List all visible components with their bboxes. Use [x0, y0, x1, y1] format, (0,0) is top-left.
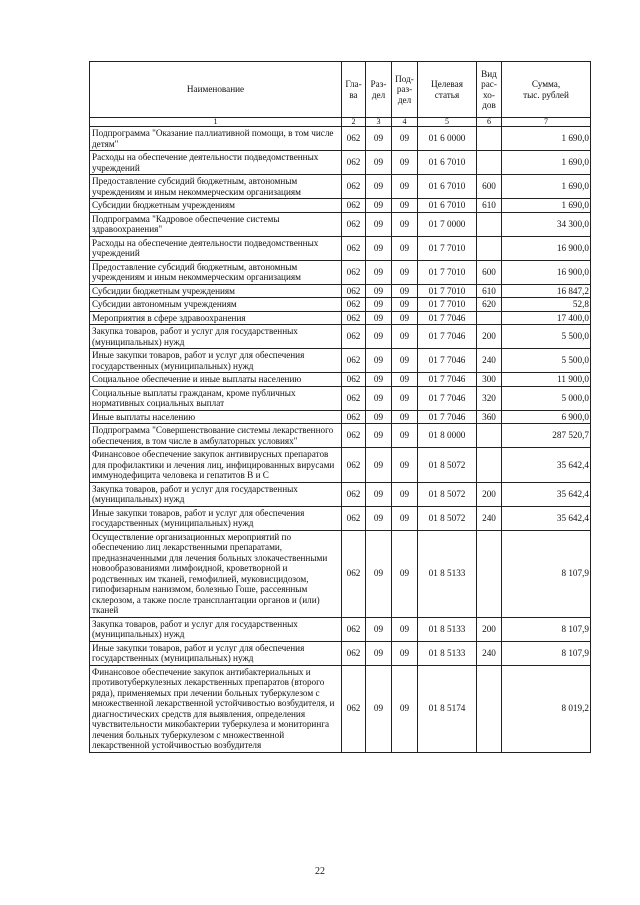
page-number: 22 [315, 866, 325, 877]
budget-page [89, 61, 590, 753]
cell-name: Финансовое обеспечение закупок антибактериальных и противотуберкулезных лекарственных препаратов (второго ряда), применяемых при лечении больных туберкулезом с множественной лекарственной устойчивостью возбудителя, и диагностических средств для выявления, определения чувствительности микобактерии туберкулеза и мониторинга лечения больных туберкулезом с множественной лекарственной устойчивостью возбудителя [90, 665, 342, 752]
cell-vid: 240 [477, 506, 502, 530]
cell-razdel: 09 [366, 127, 392, 151]
cell-name: Закупка товаров, работ и услуг для государственных (муниципальных) нужд [90, 325, 342, 349]
cell-summa: 1 690,0 [502, 175, 591, 199]
cell-cel: 01 8 5133 [418, 641, 477, 665]
cell-vid [477, 530, 502, 617]
cell-name: Социальное обеспечение и иные выплаты населению [90, 373, 342, 387]
cell-cel: 01 8 5174 [418, 665, 477, 752]
cell-cel: 01 7 7010 [418, 260, 477, 284]
cell-podrazdel: 09 [392, 284, 418, 298]
cell-vid [477, 127, 502, 151]
cell-summa: 17 400,0 [502, 311, 591, 325]
header-razdel: Раз- дел [366, 62, 392, 118]
cell-podrazdel: 09 [392, 212, 418, 236]
cell-cel: 01 8 5072 [418, 506, 477, 530]
table-row [90, 530, 591, 617]
cell-glava: 062 [342, 298, 366, 312]
cell-glava: 062 [342, 349, 366, 373]
cell-cel: 01 6 0000 [418, 127, 477, 151]
cell-glava: 062 [342, 410, 366, 424]
header-podrazdel: Под- раз- дел [392, 62, 418, 118]
table-row [90, 127, 591, 151]
cell-name: Закупка товаров, работ и услуг для государственных (муниципальных) нужд [90, 617, 342, 641]
cell-podrazdel: 09 [392, 641, 418, 665]
cell-cel: 01 8 5072 [418, 482, 477, 506]
cell-razdel: 09 [366, 617, 392, 641]
cell-cel: 01 7 7010 [418, 298, 477, 312]
cell-razdel: 09 [366, 482, 392, 506]
cell-summa: 35 642,4 [502, 448, 591, 483]
header-summa: Сумма, тыс. рублей [502, 62, 591, 118]
cell-name: Осуществление организационных мероприятий по обеспечению лиц лекарственными препаратами, предназначенными для лечения больных злокачественными новообразованиями лимфоидной, кроветворной и родственных им тканей, гемофилией, муковисцидозом, гипофизарным нанизмом, болезнью Гоше, рассеянным склерозом, а также после трансплантации органов и (или) тканей [90, 530, 342, 617]
cell-vid [477, 424, 502, 448]
cell-glava: 062 [342, 424, 366, 448]
cell-name: Подпрограмма "Оказание паллиативной помощи, в том числе детям" [90, 127, 342, 151]
cell-razdel: 09 [366, 236, 392, 260]
table-row [90, 212, 591, 236]
cell-cel: 01 7 0000 [418, 212, 477, 236]
header-name: Наименование [90, 62, 342, 118]
cell-summa: 5 500,0 [502, 325, 591, 349]
cell-summa: 8 019,2 [502, 665, 591, 752]
cell-vid [477, 236, 502, 260]
cell-name: Расходы на обеспечение деятельности подведомственных учреждений [90, 236, 342, 260]
table-row [90, 311, 591, 325]
cell-name: Субсидии бюджетным учреждениям [90, 284, 342, 298]
cell-razdel: 09 [366, 530, 392, 617]
cell-vid: 300 [477, 373, 502, 387]
cell-glava: 062 [342, 373, 366, 387]
cell-vid [477, 311, 502, 325]
cell-razdel: 09 [366, 311, 392, 325]
cell-glava: 062 [342, 641, 366, 665]
cell-name: Финансовое обеспечение закупок антивирусных препаратов для профилактики и лечения лиц, инфицированных вирусами иммунодефицита человека и гепатитов B и C [90, 448, 342, 483]
cell-name: Закупка товаров, работ и услуг для государственных (муниципальных) нужд [90, 482, 342, 506]
cell-cel: 01 8 5133 [418, 530, 477, 617]
cell-cel: 01 7 7010 [418, 284, 477, 298]
cell-razdel: 09 [366, 641, 392, 665]
cell-glava: 062 [342, 284, 366, 298]
cell-glava: 062 [342, 530, 366, 617]
cell-razdel: 09 [366, 373, 392, 387]
cell-glava: 062 [342, 665, 366, 752]
cell-name: Субсидии бюджетным учреждениям [90, 199, 342, 213]
cell-podrazdel: 09 [392, 236, 418, 260]
cell-cel: 01 6 7010 [418, 175, 477, 199]
cell-summa: 5 500,0 [502, 349, 591, 373]
table-row [90, 410, 591, 424]
cell-razdel: 09 [366, 325, 392, 349]
cell-glava: 062 [342, 212, 366, 236]
cell-vid [477, 448, 502, 483]
table-row [90, 482, 591, 506]
cell-podrazdel: 09 [392, 617, 418, 641]
cell-vid [477, 212, 502, 236]
cell-razdel: 09 [366, 298, 392, 312]
table-row [90, 199, 591, 213]
col-number: 5 [418, 118, 477, 127]
cell-vid: 240 [477, 641, 502, 665]
table-row [90, 373, 591, 387]
cell-name: Мероприятия в сфере здравоохранения [90, 311, 342, 325]
cell-cel: 01 8 0000 [418, 424, 477, 448]
cell-glava: 062 [342, 175, 366, 199]
table-row [90, 260, 591, 284]
cell-cel: 01 7 7046 [418, 311, 477, 325]
cell-name: Социальные выплаты гражданам, кроме публичных нормативных социальных выплат [90, 386, 342, 410]
cell-podrazdel: 09 [392, 410, 418, 424]
cell-razdel: 09 [366, 199, 392, 213]
cell-vid: 360 [477, 410, 502, 424]
cell-cel: 01 7 7010 [418, 236, 477, 260]
cell-podrazdel: 09 [392, 448, 418, 483]
cell-vid: 200 [477, 617, 502, 641]
table-row [90, 386, 591, 410]
table-row [90, 349, 591, 373]
header-glava: Гла- ва [342, 62, 366, 118]
cell-podrazdel: 09 [392, 298, 418, 312]
cell-summa: 16 900,0 [502, 260, 591, 284]
cell-cel: 01 6 7010 [418, 199, 477, 213]
cell-podrazdel: 09 [392, 325, 418, 349]
cell-summa: 52,8 [502, 298, 591, 312]
cell-razdel: 09 [366, 410, 392, 424]
table-body [90, 127, 591, 753]
cell-vid: 600 [477, 260, 502, 284]
cell-summa: 8 107,9 [502, 641, 591, 665]
col-number: 7 [502, 118, 591, 127]
cell-vid: 240 [477, 349, 502, 373]
cell-summa: 1 690,0 [502, 199, 591, 213]
cell-vid: 200 [477, 482, 502, 506]
cell-vid [477, 665, 502, 752]
cell-razdel: 09 [366, 349, 392, 373]
cell-vid: 320 [477, 386, 502, 410]
table-row [90, 298, 591, 312]
cell-razdel: 09 [366, 665, 392, 752]
cell-glava: 062 [342, 260, 366, 284]
table-row [90, 284, 591, 298]
cell-summa: 8 107,9 [502, 617, 591, 641]
cell-glava: 062 [342, 151, 366, 175]
cell-name: Иные закупки товаров, работ и услуг для обеспечения государственных (муниципальных) нужд [90, 641, 342, 665]
cell-cel: 01 6 7010 [418, 151, 477, 175]
column-numbers-row [90, 118, 591, 127]
col-number: 1 [90, 118, 342, 127]
cell-razdel: 09 [366, 506, 392, 530]
cell-name: Подпрограмма "Совершенствование системы лекарственного обеспечения, в том числе в амбулаторных условиях" [90, 424, 342, 448]
cell-razdel: 09 [366, 175, 392, 199]
cell-podrazdel: 09 [392, 482, 418, 506]
cell-razdel: 09 [366, 212, 392, 236]
cell-name: Расходы на обеспечение деятельности подведомственных учреждений [90, 151, 342, 175]
cell-summa: 5 000,0 [502, 386, 591, 410]
table-row [90, 641, 591, 665]
cell-vid: 610 [477, 199, 502, 213]
cell-summa: 35 642,4 [502, 482, 591, 506]
cell-podrazdel: 09 [392, 349, 418, 373]
cell-glava: 062 [342, 311, 366, 325]
cell-vid: 620 [477, 298, 502, 312]
cell-glava: 062 [342, 325, 366, 349]
cell-razdel: 09 [366, 424, 392, 448]
table-row [90, 424, 591, 448]
table-row [90, 325, 591, 349]
cell-glava: 062 [342, 617, 366, 641]
cell-glava: 062 [342, 506, 366, 530]
cell-cel: 01 7 7046 [418, 349, 477, 373]
cell-podrazdel: 09 [392, 424, 418, 448]
budget-table [89, 61, 591, 753]
cell-name: Иные выплаты населению [90, 410, 342, 424]
header-cel: Целевая статья [418, 62, 477, 118]
table-row [90, 665, 591, 752]
cell-podrazdel: 09 [392, 127, 418, 151]
cell-name: Субсидии автономным учреждениям [90, 298, 342, 312]
cell-podrazdel: 09 [392, 311, 418, 325]
cell-podrazdel: 09 [392, 665, 418, 752]
cell-cel: 01 7 7046 [418, 325, 477, 349]
cell-name: Предоставление субсидий бюджетным, автономным учреждениям и иным некоммерческим организациям [90, 175, 342, 199]
cell-glava: 062 [342, 236, 366, 260]
cell-razdel: 09 [366, 284, 392, 298]
cell-name: Предоставление субсидий бюджетным, автономным учреждениям и иным некоммерческим организациям [90, 260, 342, 284]
cell-summa: 8 107,9 [502, 530, 591, 617]
table-row [90, 506, 591, 530]
table-row [90, 151, 591, 175]
cell-summa: 11 900,0 [502, 373, 591, 387]
cell-name: Подпрограмма "Кадровое обеспечение системы здравоохранения" [90, 212, 342, 236]
cell-podrazdel: 09 [392, 530, 418, 617]
cell-cel: 01 8 5133 [418, 617, 477, 641]
cell-summa: 34 300,0 [502, 212, 591, 236]
cell-summa: 16 847,2 [502, 284, 591, 298]
cell-podrazdel: 09 [392, 175, 418, 199]
table-row [90, 617, 591, 641]
header-vid: Вид рас- хо- дов [477, 62, 502, 118]
col-number: 6 [477, 118, 502, 127]
col-number: 3 [366, 118, 392, 127]
cell-razdel: 09 [366, 386, 392, 410]
cell-razdel: 09 [366, 448, 392, 483]
cell-glava: 062 [342, 482, 366, 506]
cell-cel: 01 7 7046 [418, 386, 477, 410]
cell-name: Иные закупки товаров, работ и услуг для обеспечения государственных (муниципальных) нужд [90, 506, 342, 530]
cell-name: Иные закупки товаров, работ и услуг для обеспечения государственных (муниципальных) нужд [90, 349, 342, 373]
cell-vid: 200 [477, 325, 502, 349]
cell-vid: 610 [477, 284, 502, 298]
table-row [90, 448, 591, 483]
cell-summa: 6 900,0 [502, 410, 591, 424]
cell-podrazdel: 09 [392, 199, 418, 213]
table-row [90, 236, 591, 260]
cell-summa: 16 900,0 [502, 236, 591, 260]
cell-podrazdel: 09 [392, 151, 418, 175]
cell-razdel: 09 [366, 260, 392, 284]
cell-summa: 287 520,7 [502, 424, 591, 448]
cell-podrazdel: 09 [392, 373, 418, 387]
cell-glava: 062 [342, 448, 366, 483]
cell-podrazdel: 09 [392, 506, 418, 530]
cell-glava: 062 [342, 127, 366, 151]
header-row [90, 62, 591, 118]
cell-summa: 1 690,0 [502, 151, 591, 175]
cell-summa: 35 642,4 [502, 506, 591, 530]
cell-podrazdel: 09 [392, 260, 418, 284]
cell-vid: 600 [477, 175, 502, 199]
cell-cel: 01 7 7046 [418, 373, 477, 387]
table-row [90, 175, 591, 199]
cell-razdel: 09 [366, 151, 392, 175]
cell-vid [477, 151, 502, 175]
col-number: 4 [392, 118, 418, 127]
cell-cel: 01 8 5072 [418, 448, 477, 483]
cell-glava: 062 [342, 386, 366, 410]
col-number: 2 [342, 118, 366, 127]
cell-cel: 01 7 7046 [418, 410, 477, 424]
cell-podrazdel: 09 [392, 386, 418, 410]
cell-glava: 062 [342, 199, 366, 213]
cell-summa: 1 690,0 [502, 127, 591, 151]
